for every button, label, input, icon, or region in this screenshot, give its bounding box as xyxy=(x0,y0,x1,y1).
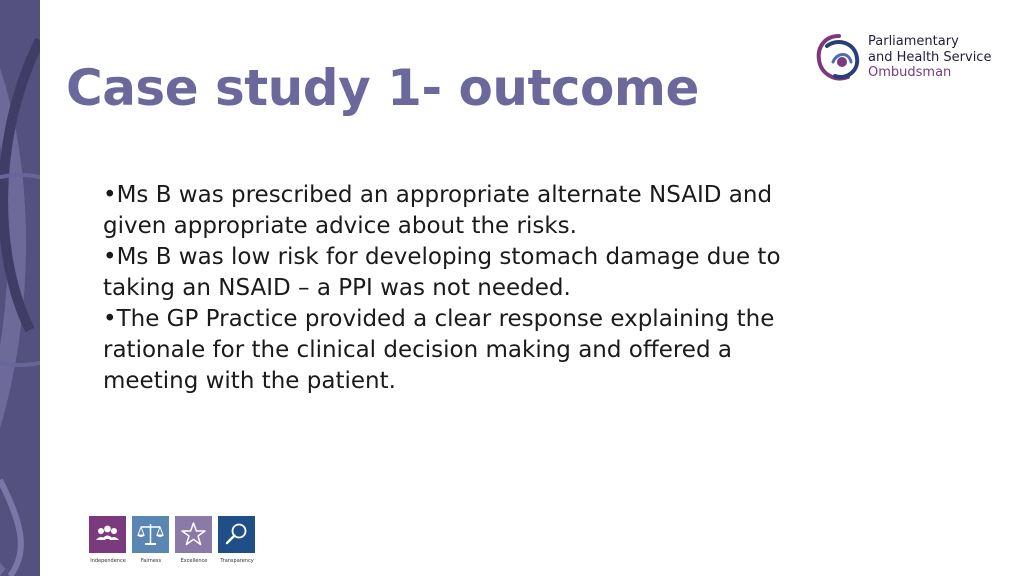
phso-logo-mark-icon xyxy=(815,32,865,86)
logo-line-1: Parliamentary xyxy=(868,34,959,49)
value-label: Independence xyxy=(90,558,126,564)
bullet-item: •Ms B was prescribed an appropriate alternate NSAID and given appropriate advice about the risks. xyxy=(103,182,773,239)
value-label: Fairness xyxy=(140,558,162,564)
slide-title: Case study 1- outcome xyxy=(66,59,699,117)
star-icon xyxy=(175,516,212,553)
side-decoration-band xyxy=(0,0,40,576)
magnifier-icon xyxy=(218,516,255,553)
bullet-item: •The GP Practice provided a clear response explaining the rationale for the clinical decision making and offered a meeting with the patient. xyxy=(103,306,775,394)
logo-wordmark xyxy=(868,34,991,81)
value-label: Transparency xyxy=(220,558,254,564)
scales-icon xyxy=(132,516,169,553)
phso-logo xyxy=(815,32,1005,86)
value-excellence xyxy=(175,516,213,565)
value-fairness xyxy=(132,516,170,565)
people-icon xyxy=(89,516,126,553)
logo-line-3: Ombudsman xyxy=(868,65,952,80)
bullet-item: •Ms B was low risk for developing stomach damage due to taking an NSAID – a PPI was not needed. xyxy=(103,244,781,301)
value-independence xyxy=(89,516,127,565)
logo-line-2: and Health Service xyxy=(868,49,992,65)
outcome-bullet-list xyxy=(103,180,823,397)
value-label: Excellence xyxy=(180,558,208,564)
value-transparency xyxy=(218,516,256,565)
